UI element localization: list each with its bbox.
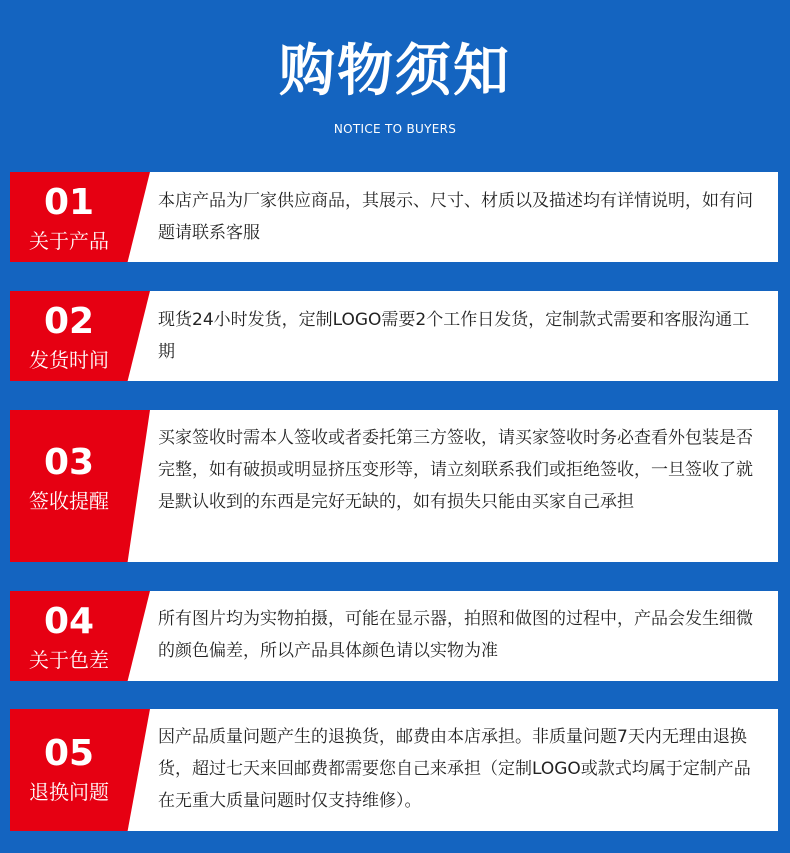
page-subtitle: NOTICE TO BUYERS xyxy=(333,122,457,136)
page-title: 购物须知 xyxy=(279,39,511,104)
notice-label: 签收提醒 xyxy=(29,489,109,513)
notice-label: 发货时间 xyxy=(29,348,109,372)
notice-label: 退换问题 xyxy=(29,780,109,804)
notice-card-color xyxy=(10,591,778,681)
header xyxy=(0,0,790,160)
notice-tab xyxy=(10,410,150,562)
notice-card-shipping xyxy=(10,291,778,381)
notice-text: 现货24小时发货，定制LOGO需要2个工作日发货，定制款式需要和客服沟通工期 xyxy=(158,310,750,362)
notice-label: 关于产品 xyxy=(29,229,109,253)
notice-text: 因产品质量问题产生的退换货，邮费由本店承担。非质量问题7天内无理由退换货，超过七天来回邮费都需要您自己来承担（定制LOGO或款式均属于定制产品在无重大质量问题时仅支持维修）。 xyxy=(158,727,751,811)
notice-number: 05 xyxy=(43,733,95,774)
notice-card-returns xyxy=(10,709,778,831)
notice-number: 02 xyxy=(43,301,95,342)
notice-card-receipt xyxy=(10,410,778,562)
notice-label: 关于色差 xyxy=(29,648,109,672)
notice-card-product xyxy=(10,172,778,262)
notice-text: 本店产品为厂家供应商品，其展示、尺寸、材质以及描述均有详情说明，如有问题请联系客服 xyxy=(158,191,753,243)
notice-number: 04 xyxy=(43,601,95,642)
notice-text: 买家签收时需本人签收或者委托第三方签收，请买家签收时务必查看外包装是否完整，如有破损或明显挤压变形等，请立刻联系我们或拒绝签收，一旦签收了就是默认收到的东西是完好无缺的，如有损失只能由买家自己承担 xyxy=(158,428,753,512)
notice-text: 所有图片均为实物拍摄，可能在显示器，拍照和做图的过程中，产品会发生细微的颜色偏差，所以产品具体颜色请以实物为准 xyxy=(158,609,753,661)
notice-number: 03 xyxy=(43,442,95,483)
notice-number: 01 xyxy=(43,182,95,223)
